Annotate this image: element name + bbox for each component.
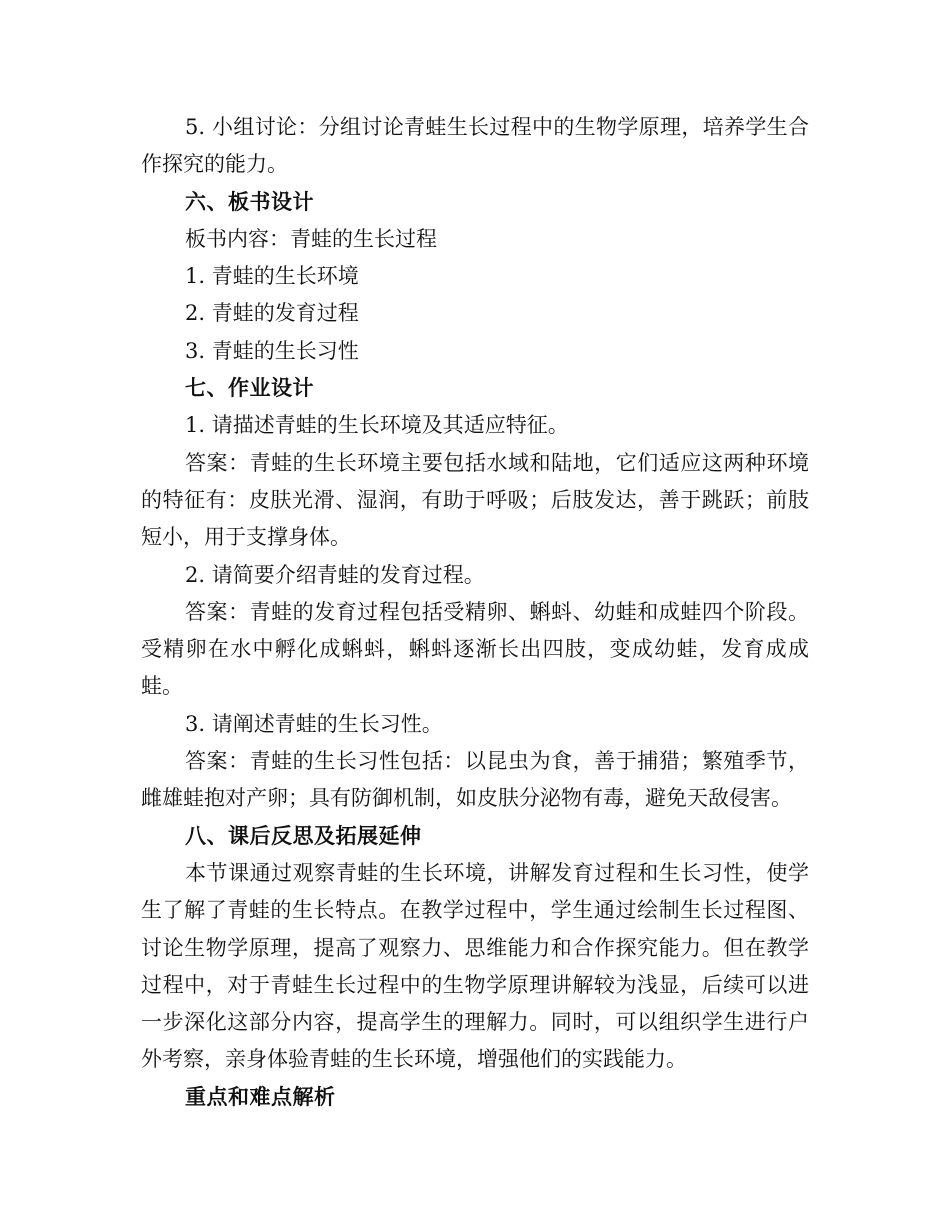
homework-answer: 答案：青蛙的生长习性包括：以昆虫为食，善于捕猎；繁殖季节，雌雄蛙抱对产卵；具有防御机制，如皮肤分泌物有毒，避免天敌侵害。 [141,749,809,811]
section-heading-key-points: 重点和难点解析 [185,1084,336,1109]
section-heading-homework-design: 七、作业设计 [185,376,314,401]
homework-question: 2. 请简要介绍青蛙的发育过程。 [185,562,485,587]
board-content-label: 板书内容：青蛙的生长过程 [185,226,437,251]
board-item: 1. 青蛙的生长环境 [185,264,359,289]
homework-answer: 答案：青蛙的生长环境主要包括水域和陆地，它们适应这两种环境的特征有：皮肤光滑、湿润，有助于呼吸；后肢发达，善于跳跃；前肢短小，用于支撑身体。 [141,450,809,550]
document-body [141,109,809,1116]
homework-answer: 答案：青蛙的发育过程包括受精卵、蝌蚪、幼蛙和成蛙四个阶段。受精卵在水中孵化成蝌蚪，蝌蚪逐渐长出四肢，变成幼蛙，发育成成蛙。 [141,599,809,699]
section-heading-reflection: 八、课后反思及拓展延伸 [185,823,422,848]
reflection-paragraph: 本节课通过观察青蛙的生长环境，讲解发育过程和生长习性，使学生了解了青蛙的生长特点。在教学过程中，学生通过绘制生长过程图、讨论生物学原理，提高了观察力、思维能力和合作探究能力。但在教学过程中，对于青蛙生长过程中的生物学原理讲解较为浅显，后续可以进一步深化这部分内容，提高学生的理解力。同时，可以组织学生进行户外考察，亲身体验青蛙的生长环境，增强他们的实践能力。 [141,860,809,1072]
discussion-item: 5. 小组讨论：分组讨论青蛙生长过程中的生物学原理，培养学生合作探究的能力。 [141,115,809,177]
board-item: 2. 青蛙的发育过程 [185,301,359,326]
homework-question: 1. 请描述青蛙的生长环境及其适应特征。 [185,413,569,438]
homework-question: 3. 请阐述青蛙的生长习性。 [185,711,443,736]
section-heading-board-design: 六、板书设计 [185,189,314,214]
board-item: 3. 青蛙的生长习性 [185,338,359,363]
